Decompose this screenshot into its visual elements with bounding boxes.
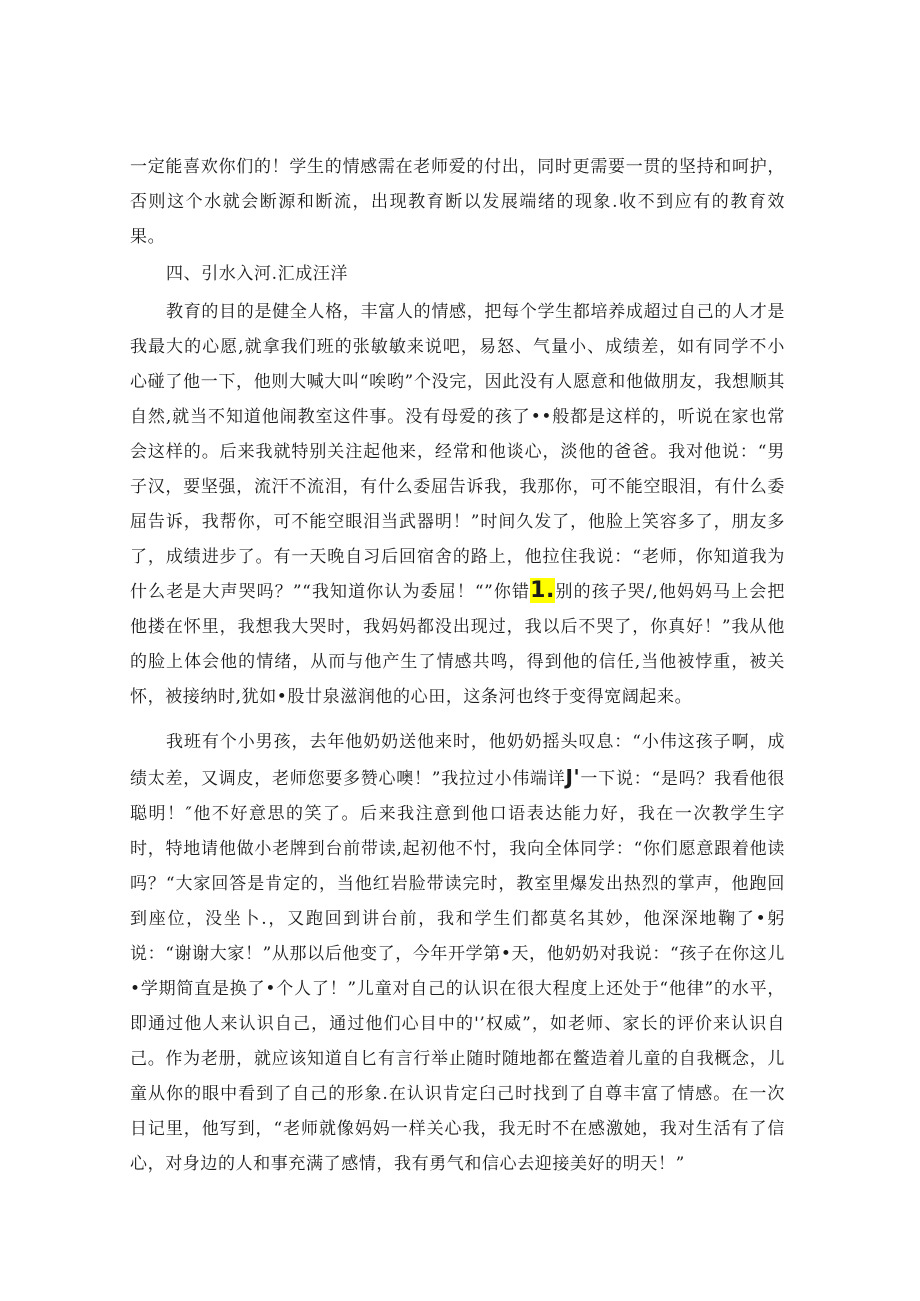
paragraph-text-part: 我班有个小男孩，去年他奶奶送他来时，他奶奶摇头叹息：“小伟这孩子啊，成绩太差，又调皮，老师您要多赞心噢！”我拉过小伟端详 <box>130 732 785 789</box>
ocr-mark: J' <box>565 765 581 789</box>
document-body <box>130 150 785 1182</box>
paragraph-xiao-wei <box>130 725 785 1182</box>
paragraph-text-part: 别的孩子哭/,他妈妈马上会把他搂在怀里，我想我大哭时，我妈妈都没出现过，我以后不哭了，你真好！”我从他的脸上体会他的情绪，从而与他产生了情感共鸣，得到他的信任,当他被悖重，被关怀，被接纳时,犹如•股廿泉滋润他的心田，这条河也终于变得宽阔起来。 <box>130 582 786 707</box>
paragraph-text-part: 教育的目的是健全人格，丰富人的情感，把每个学生都培养成超过自己的人才是我最大的心愿,就拿我们班的张敏敏来说吧，易怒、气量小、成绩差，如有同学不小心碰了他一下，他则大喊大叫“唉哟”个没完，因此没有人愿意和他做朋友，我想顺其自然,就当不知道他闹教室这件事。没有母爱的孩了••般都是这样的，听说在家也常会这样的。后来我就特别关注起他来，经常和他谈心，淡他的爸爸。我对他说：“男子汉，要坚强，流汗不流泪，有什么委屈告诉我，我那你，可不能空眼泪，有什么委屈告诉，我帮你，可不能空眼泪当武器明！”时间久发了，他脸上笑容多了，朋友多了，成绩进步了。有一天晚自习后回宿舍的路上，他拉住我说：“老师，你知道我为什么老是大声哭吗？”“我知道你认为委屈！“”你错 <box>130 302 785 602</box>
paragraph-zhang-minmin <box>130 295 785 715</box>
paragraph-text-part: 一下说：“是吗？我看他很聪明！″他不好意思的笑了。后来我注意到他口语表达能力好，我在一次教学生字时，特地请他做小老牌到台前带读,起初他不忖，我向全体同学：“你们愿意跟着他读吗？“大家回答是肯定的，当他红岩脸带读完时，教室里爆发出热烈的掌声，他跑回到座位，没坐卜.，又跑回到讲台前，我和学生们都莫名其妙，他深深地鞠了•躬说：“谢谢大家！”从那以后他变了，今年开学第•天，他奶奶对我说：“孩子在你这儿•学期简直是换了•个人了！”儿童对自己的认识在很大程度上还处于“他律”的水平，即通过他人来认识自己，通过他们心目中的'’权威”，如老师、家长的评价来认识自己。作为老册，就应该知道自匕有言行举止随时随地都在鳖造着儿童的自我概念，儿童从你的眼中看到了自己的形象.在认识肯定臼己时找到了自尊丰富了情感。在一次日记里，他写到，“老师就像妈妈一样关心我，我无时不在感激她，我对生活有了信心，对身边的人和事充满了感情，我有勇气和信心去迎接美好的明天！” <box>130 769 786 1174</box>
paragraph-continuation: 一定能喜欢你们的！学生的情感需在老师爱的付出，同时更需要一贯的坚持和呵护，否则这个水就会断源和断流，出现教育断以发展端绪的现象.收不到应有的教育效果。 <box>130 157 785 247</box>
section-heading: 四、引水入河.汇成汪洋 <box>166 264 349 284</box>
highlighted-mark: 1. <box>530 578 555 603</box>
